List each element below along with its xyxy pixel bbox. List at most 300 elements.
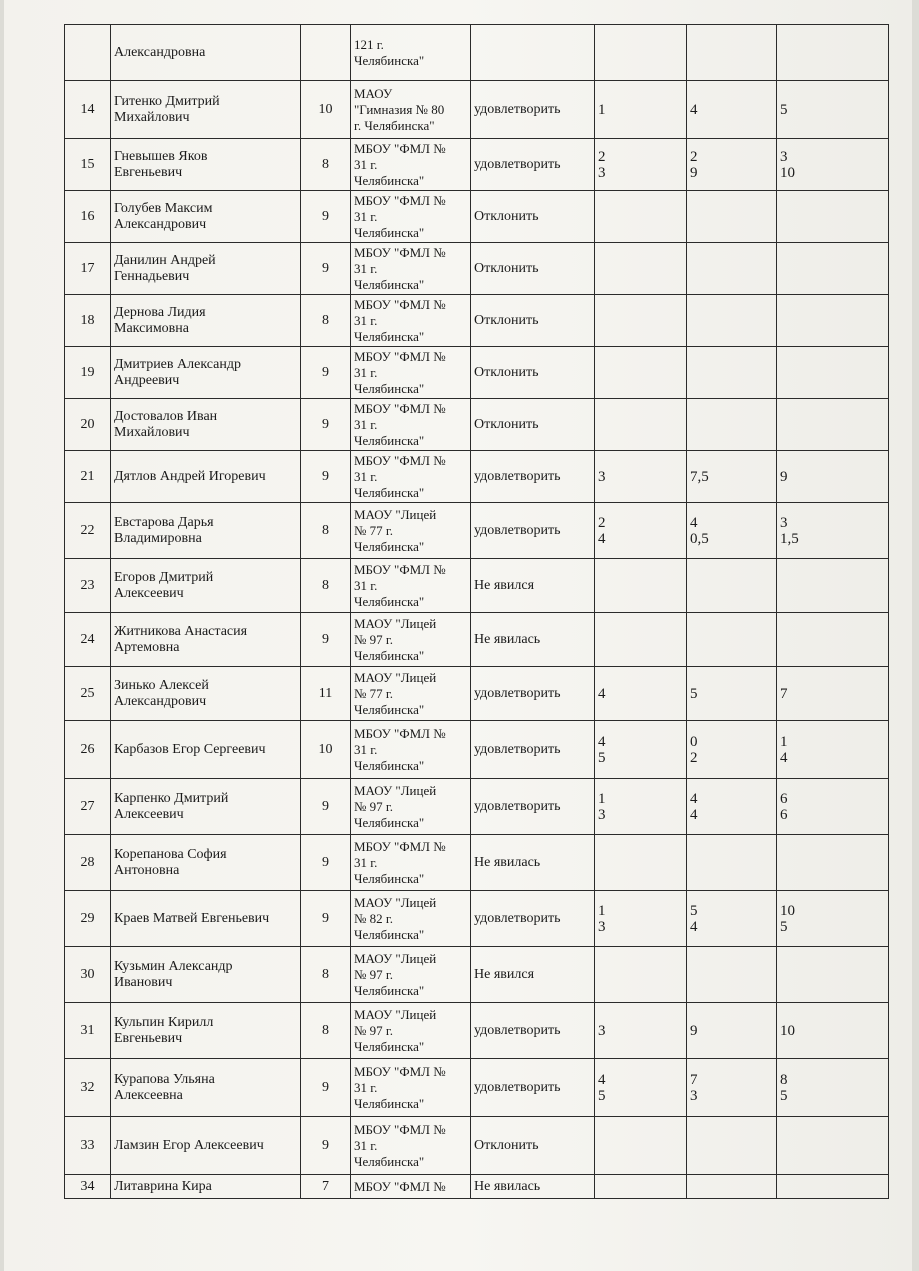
score-3-cell [777, 191, 889, 243]
student-name-text: Голубев Максим Александрович [114, 200, 213, 232]
student-name [111, 891, 301, 947]
score-2-cell [687, 451, 777, 503]
student-name [111, 191, 301, 243]
school-cell [351, 613, 471, 667]
grade-cell [301, 243, 351, 295]
score-3-cell [777, 721, 889, 779]
grade-cell-text: 7 [322, 1178, 329, 1194]
table-row [65, 295, 889, 347]
grade-cell-text: 9 [322, 260, 329, 276]
school-cell [351, 947, 471, 1003]
school-cell [351, 559, 471, 613]
score-3-cell [777, 947, 889, 1003]
score-2-cell [687, 81, 777, 139]
row-number [65, 667, 111, 721]
student-name [111, 947, 301, 1003]
student-name-text: Егоров Дмитрий Алексеевич [114, 569, 214, 601]
decision-cell-text: удовлетворить [474, 101, 561, 117]
table-row [65, 191, 889, 243]
school-cell-text: МАОУ "Лицей № 82 г. Челябинска" [354, 894, 437, 942]
score-3-cell [777, 25, 889, 81]
decision-cell [471, 1175, 595, 1199]
score-3-cell-text: 1 4 [780, 733, 788, 766]
score-2-cell [687, 667, 777, 721]
decision-cell-text: удовлетворить [474, 910, 561, 926]
student-name [111, 835, 301, 891]
score-3-cell [777, 81, 889, 139]
student-name-text: Кузьмин Александр Иванович [114, 958, 233, 990]
score-3-cell [777, 559, 889, 613]
school-cell [351, 835, 471, 891]
school-cell-text: 121 г. Челябинска" [354, 36, 425, 68]
table-row [65, 25, 889, 81]
row-number [65, 81, 111, 139]
decision-cell-text: Отклонить [474, 260, 539, 276]
decision-cell [471, 81, 595, 139]
grade-cell [301, 721, 351, 779]
grade-cell [301, 1059, 351, 1117]
student-name-text: Данилин Андрей Геннадьевич [114, 252, 216, 284]
student-name-text: Курапова Ульяна Алексеевна [114, 1071, 215, 1103]
score-1-cell [595, 81, 687, 139]
score-2-cell [687, 1117, 777, 1175]
score-2-cell-text: 2 9 [690, 148, 698, 181]
student-name-text: Дятлов Андрей Игоревич [114, 468, 266, 484]
score-2-cell [687, 1059, 777, 1117]
decision-cell-text: удовлетворить [474, 522, 561, 538]
table-row [65, 779, 889, 835]
score-3-cell-text: 5 [780, 101, 788, 118]
score-2-cell [687, 399, 777, 451]
grade-cell [301, 613, 351, 667]
table-row [65, 891, 889, 947]
student-name-text: Достовалов Иван Михайлович [114, 408, 218, 440]
table-row [65, 947, 889, 1003]
row-number-text: 32 [80, 1079, 95, 1095]
school-cell-text: МБОУ "ФМЛ № 31 г. Челябинска" [354, 192, 446, 240]
decision-cell-text: удовлетворить [474, 156, 561, 172]
grade-cell [301, 891, 351, 947]
student-name [111, 667, 301, 721]
school-cell [351, 399, 471, 451]
grade-cell-text: 10 [318, 101, 333, 117]
score-1-cell-text: 2 4 [598, 514, 606, 547]
score-3-cell [777, 347, 889, 399]
student-name-text: Карбазов Егор Сергеевич [114, 741, 266, 757]
row-number-text: 34 [80, 1178, 95, 1194]
score-1-cell [595, 1003, 687, 1059]
score-3-cell-text: 10 [780, 1022, 795, 1039]
row-number [65, 503, 111, 559]
school-cell-text: МБОУ "ФМЛ № 31 г. Челябинска" [354, 561, 446, 609]
school-cell [351, 191, 471, 243]
student-name-text: Корепанова София Антоновна [114, 846, 227, 878]
score-1-cell [595, 835, 687, 891]
grade-cell [301, 191, 351, 243]
score-2-cell-text: 4 [690, 101, 698, 118]
school-cell-text: МБОУ "ФМЛ № 31 г. Челябинска" [354, 296, 446, 344]
decision-cell-text: Не явился [474, 966, 535, 982]
school-cell [351, 243, 471, 295]
score-3-cell-text: 3 1,5 [780, 514, 799, 547]
grade-cell-text: 9 [322, 416, 329, 432]
score-2-cell [687, 1003, 777, 1059]
score-3-cell [777, 503, 889, 559]
table-row [65, 613, 889, 667]
score-1-cell [595, 779, 687, 835]
score-2-cell-text: 7,5 [690, 468, 709, 485]
row-number [65, 613, 111, 667]
row-number-text: 15 [80, 156, 95, 172]
school-cell-text: МБОУ "ФМЛ № [354, 1178, 446, 1194]
school-cell [351, 1003, 471, 1059]
school-cell [351, 721, 471, 779]
school-cell-text: МАОУ "Лицей № 77 г. Челябинска" [354, 669, 437, 717]
score-3-cell [777, 1059, 889, 1117]
school-cell [351, 779, 471, 835]
table-row [65, 243, 889, 295]
student-name-text: Карпенко Дмитрий Алексеевич [114, 790, 229, 822]
student-name-text: Литаврина Кира [114, 1178, 212, 1194]
score-1-cell [595, 1117, 687, 1175]
grade-cell [301, 835, 351, 891]
row-number [65, 891, 111, 947]
score-1-cell [595, 1059, 687, 1117]
grade-cell [301, 139, 351, 191]
score-3-cell [777, 243, 889, 295]
school-cell-text: МБОУ "ФМЛ № 31 г. Челябинска" [354, 400, 446, 448]
school-cell-text: МБОУ "ФМЛ № 31 г. Челябинска" [354, 348, 446, 396]
grade-cell-text: 9 [322, 910, 329, 926]
student-name [111, 451, 301, 503]
student-name-text: Александровна [114, 44, 206, 60]
student-name [111, 1175, 301, 1199]
school-cell-text: МАОУ "Гимназия № 80 г. Челябинска" [354, 85, 445, 133]
school-cell [351, 503, 471, 559]
score-1-cell [595, 139, 687, 191]
grade-cell-text: 8 [322, 156, 329, 172]
grade-cell-text: 11 [318, 685, 333, 701]
table-row [65, 347, 889, 399]
row-number-text: 33 [80, 1137, 95, 1153]
school-cell [351, 295, 471, 347]
row-number [65, 1059, 111, 1117]
decision-cell-text: удовлетворить [474, 1022, 561, 1038]
score-1-cell-text: 1 3 [598, 790, 606, 823]
row-number-text: 21 [80, 468, 95, 484]
decision-cell [471, 667, 595, 721]
score-1-cell-text: 4 [598, 685, 606, 702]
decision-cell [471, 613, 595, 667]
school-cell [351, 139, 471, 191]
grade-cell [301, 779, 351, 835]
decision-cell [471, 721, 595, 779]
grade-cell [301, 667, 351, 721]
school-cell-text: МБОУ "ФМЛ № 31 г. Челябинска" [354, 244, 446, 292]
grade-cell-text: 9 [322, 854, 329, 870]
student-name-text: Гитенко Дмитрий Михайлович [114, 93, 220, 125]
table-row [65, 1175, 889, 1199]
student-name-text: Краев Матвей Евгеньевич [114, 910, 270, 926]
decision-cell [471, 139, 595, 191]
decision-cell [471, 947, 595, 1003]
score-3-cell [777, 295, 889, 347]
score-3-cell [777, 451, 889, 503]
decision-cell [471, 451, 595, 503]
score-1-cell [595, 891, 687, 947]
grade-cell [301, 81, 351, 139]
row-number [65, 191, 111, 243]
score-3-cell [777, 1003, 889, 1059]
decision-cell-text: удовлетворить [474, 1079, 561, 1095]
grade-cell-text: 9 [322, 468, 329, 484]
score-3-cell [777, 613, 889, 667]
score-2-cell [687, 295, 777, 347]
decision-cell [471, 1003, 595, 1059]
student-name [111, 81, 301, 139]
school-cell-text: МБОУ "ФМЛ № 31 г. Челябинска" [354, 1063, 446, 1111]
score-1-cell-text: 3 [598, 468, 606, 485]
row-number [65, 399, 111, 451]
score-1-cell [595, 243, 687, 295]
grade-cell-text: 8 [322, 577, 329, 593]
row-number-text: 25 [80, 685, 95, 701]
score-1-cell-text: 4 5 [598, 1071, 606, 1104]
decision-cell [471, 1059, 595, 1117]
row-number [65, 559, 111, 613]
school-cell [351, 347, 471, 399]
score-3-cell-text: 9 [780, 468, 788, 485]
row-number [65, 347, 111, 399]
decision-cell-text: удовлетворить [474, 468, 561, 484]
row-number-text: 19 [80, 364, 95, 380]
grade-cell [301, 1175, 351, 1199]
grade-cell-text: 9 [322, 1079, 329, 1095]
school-cell [351, 451, 471, 503]
school-cell-text: МБОУ "ФМЛ № 31 г. Челябинска" [354, 725, 446, 773]
row-number [65, 25, 111, 81]
score-1-cell-text: 4 5 [598, 733, 606, 766]
grade-cell-text: 9 [322, 798, 329, 814]
grade-cell [301, 451, 351, 503]
row-number-text: 22 [80, 522, 95, 538]
student-name [111, 503, 301, 559]
table-row [65, 1003, 889, 1059]
row-number [65, 139, 111, 191]
student-name [111, 559, 301, 613]
row-number-text: 17 [80, 260, 95, 276]
school-cell-text: МАОУ "Лицей № 97 г. Челябинска" [354, 782, 437, 830]
school-cell [351, 1175, 471, 1199]
score-1-cell [595, 503, 687, 559]
decision-cell [471, 191, 595, 243]
score-1-cell [595, 25, 687, 81]
score-1-cell-text: 3 [598, 1022, 606, 1039]
score-1-cell [595, 347, 687, 399]
row-number-text: 18 [80, 312, 95, 328]
school-cell [351, 25, 471, 81]
row-number [65, 295, 111, 347]
decision-cell [471, 503, 595, 559]
row-number [65, 1175, 111, 1199]
score-3-cell-text: 6 6 [780, 790, 788, 823]
table-row [65, 559, 889, 613]
score-2-cell [687, 243, 777, 295]
score-2-cell [687, 191, 777, 243]
decision-cell [471, 835, 595, 891]
decision-cell-text: Не явилась [474, 631, 541, 647]
score-3-cell [777, 779, 889, 835]
decision-cell [471, 347, 595, 399]
score-2-cell [687, 613, 777, 667]
student-name-text: Ламзин Егор Алексеевич [114, 1137, 264, 1153]
student-name [111, 779, 301, 835]
score-3-cell [777, 1117, 889, 1175]
score-3-cell-text: 8 5 [780, 1071, 788, 1104]
table-row [65, 503, 889, 559]
student-name-text: Гневышев Яков Евгеньевич [114, 148, 208, 180]
score-2-cell [687, 559, 777, 613]
student-name-text: Зинько Алексей Александрович [114, 677, 209, 709]
score-1-cell [595, 667, 687, 721]
school-cell-text: МАОУ "Лицей № 97 г. Челябинска" [354, 615, 437, 663]
grade-cell [301, 947, 351, 1003]
score-3-cell [777, 399, 889, 451]
row-number-text: 23 [80, 577, 95, 593]
school-cell [351, 81, 471, 139]
decision-cell [471, 891, 595, 947]
score-1-cell [595, 1175, 687, 1199]
row-number-text: 28 [80, 854, 95, 870]
grade-cell [301, 503, 351, 559]
score-1-cell-text: 1 3 [598, 902, 606, 935]
decision-cell [471, 295, 595, 347]
row-number-text: 20 [80, 416, 95, 432]
row-number-text: 27 [80, 798, 95, 814]
score-3-cell [777, 835, 889, 891]
decision-cell-text: Не явилась [474, 1178, 541, 1194]
decision-cell [471, 399, 595, 451]
school-cell-text: МАОУ "Лицей № 77 г. Челябинска" [354, 506, 437, 554]
student-name [111, 25, 301, 81]
grade-cell-text: 9 [322, 631, 329, 647]
student-name [111, 613, 301, 667]
row-number-text: 26 [80, 741, 95, 757]
table-row [65, 667, 889, 721]
decision-cell [471, 559, 595, 613]
score-3-cell [777, 667, 889, 721]
student-name [111, 347, 301, 399]
student-name-text: Житникова Анастасия Артемовна [114, 623, 248, 655]
grade-cell [301, 559, 351, 613]
table-row [65, 835, 889, 891]
row-number [65, 1117, 111, 1175]
school-cell [351, 1117, 471, 1175]
row-number [65, 721, 111, 779]
student-name [111, 295, 301, 347]
student-name-text: Дернова Лидия Максимовна [114, 304, 206, 336]
score-2-cell [687, 835, 777, 891]
student-name-text: Кульпин Кирилл Евгеньевич [114, 1014, 214, 1046]
row-number [65, 1003, 111, 1059]
score-3-cell-text: 10 5 [780, 902, 795, 935]
score-2-cell [687, 721, 777, 779]
row-number-text: 31 [80, 1022, 95, 1038]
score-1-cell [595, 721, 687, 779]
decision-cell [471, 25, 595, 81]
student-name [111, 139, 301, 191]
row-number [65, 243, 111, 295]
student-name [111, 243, 301, 295]
table-row [65, 139, 889, 191]
score-1-cell [595, 451, 687, 503]
score-3-cell [777, 891, 889, 947]
score-2-cell [687, 891, 777, 947]
school-cell [351, 891, 471, 947]
grade-cell-text: 9 [322, 1137, 329, 1153]
grade-cell-text: 9 [322, 364, 329, 380]
row-number-text: 30 [80, 966, 95, 982]
student-name [111, 1117, 301, 1175]
score-2-cell-text: 5 [690, 685, 698, 702]
student-name [111, 1059, 301, 1117]
decision-cell-text: Отклонить [474, 208, 539, 224]
table-row [65, 399, 889, 451]
grade-cell-text: 8 [322, 1022, 329, 1038]
grade-cell-text: 9 [322, 208, 329, 224]
school-cell-text: МАОУ "Лицей № 97 г. Челябинска" [354, 950, 437, 998]
decision-cell-text: удовлетворить [474, 798, 561, 814]
score-2-cell [687, 347, 777, 399]
student-name [111, 399, 301, 451]
score-1-cell [595, 559, 687, 613]
score-2-cell-text: 0 2 [690, 733, 698, 766]
score-1-cell [595, 613, 687, 667]
decision-cell-text: Отклонить [474, 312, 539, 328]
table-row [65, 451, 889, 503]
table-row [65, 81, 889, 139]
row-number [65, 947, 111, 1003]
decision-cell-text: Отклонить [474, 416, 539, 432]
score-1-cell [595, 947, 687, 1003]
grade-cell [301, 399, 351, 451]
score-1-cell-text: 1 [598, 101, 606, 118]
row-number-text: 29 [80, 910, 95, 926]
score-1-cell [595, 191, 687, 243]
score-3-cell [777, 1175, 889, 1199]
score-2-cell [687, 779, 777, 835]
score-2-cell [687, 139, 777, 191]
score-3-cell-text: 7 [780, 685, 788, 702]
score-3-cell-text: 3 10 [780, 148, 795, 181]
table-row [65, 721, 889, 779]
row-number [65, 835, 111, 891]
grade-cell-text: 8 [322, 522, 329, 538]
grade-cell [301, 295, 351, 347]
decision-cell [471, 1117, 595, 1175]
document-page [4, 0, 912, 1271]
student-name [111, 1003, 301, 1059]
decision-cell-text: Не явился [474, 577, 535, 593]
decision-cell-text: Не явилась [474, 854, 541, 870]
school-cell-text: МБОУ "ФМЛ № 31 г. Челябинска" [354, 838, 446, 886]
student-name-text: Дмитриев Александр Андреевич [114, 356, 241, 388]
score-1-cell [595, 399, 687, 451]
row-number-text: 16 [80, 208, 95, 224]
decision-cell [471, 243, 595, 295]
grade-cell-text: 8 [322, 966, 329, 982]
results-table [64, 24, 889, 1199]
